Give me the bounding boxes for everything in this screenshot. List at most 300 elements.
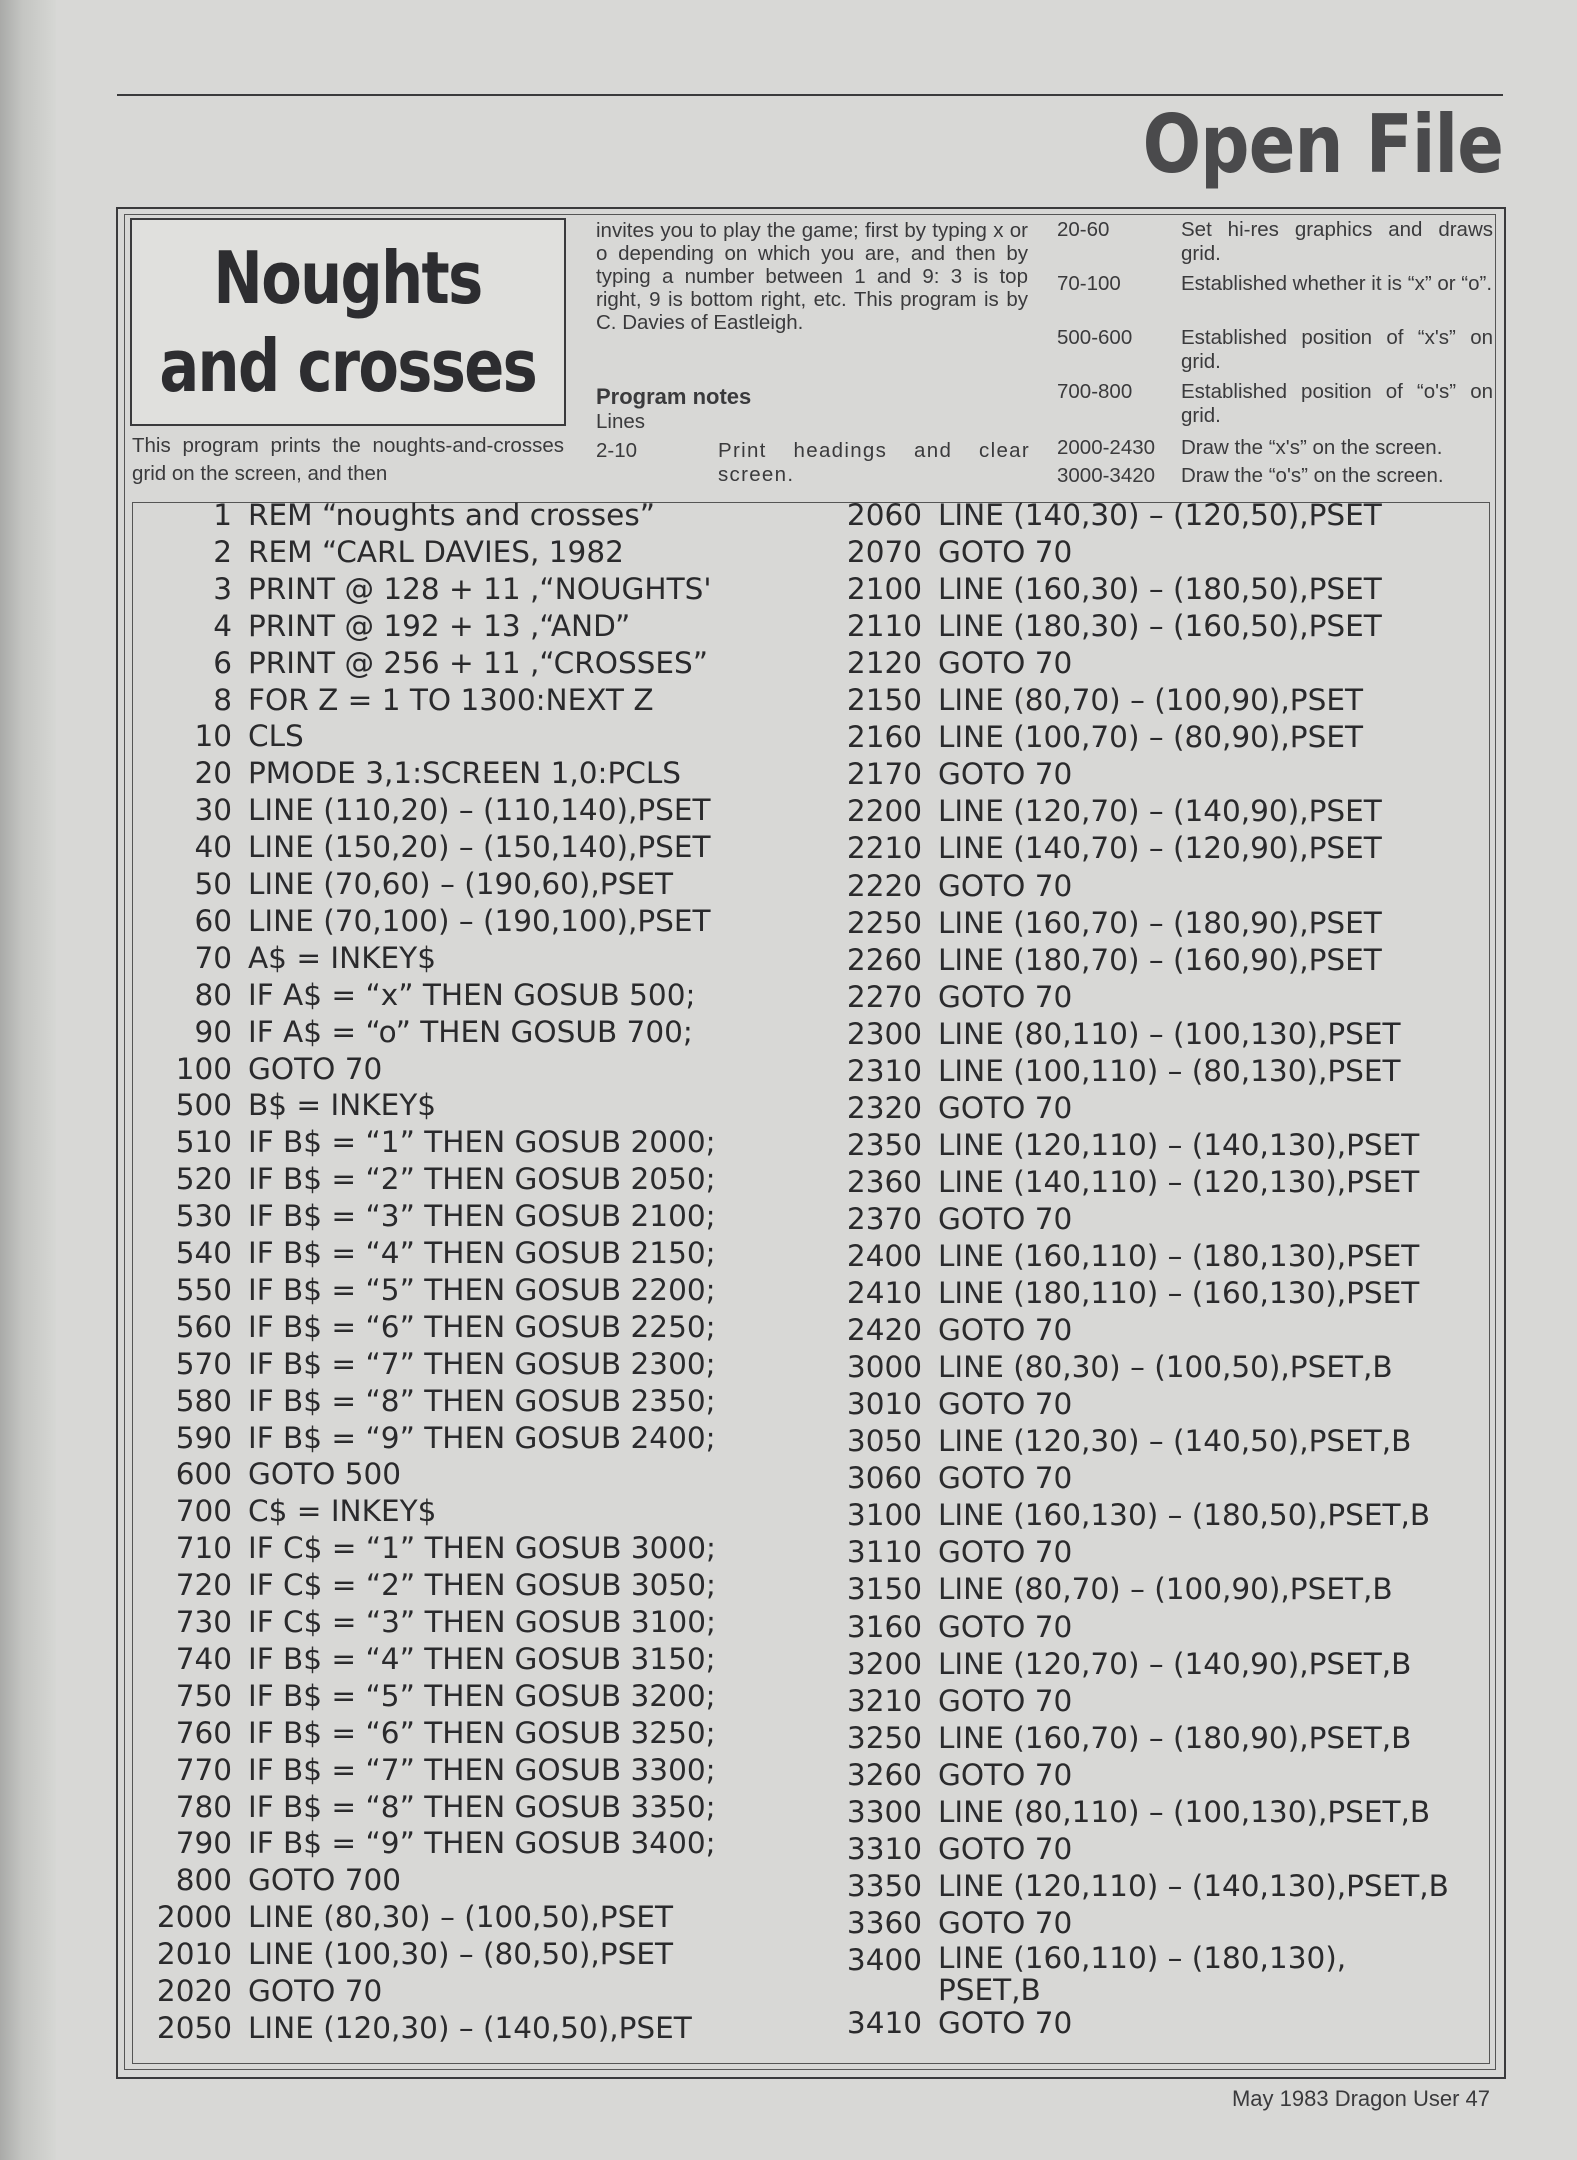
code-statement [938, 1571, 1393, 1608]
code-statement-text: REM “CARL DAVIES, 1982 [248, 534, 624, 569]
code-line [842, 1423, 1411, 1460]
code-statement-text: LINE (80,70) – (100,90),PSET [938, 683, 1363, 718]
code-statement [938, 793, 1382, 830]
code-statement-text: LINE (110,20) – (110,140),PSET [248, 793, 711, 828]
code-statement-text: LINE (120,110) – (140,130),PSET,B [938, 1868, 1449, 1903]
code-statement [248, 1346, 716, 1383]
intro-text: This program prints the noughts-and-crosses grid on the screen, and then [132, 434, 564, 485]
code-statement-text: LINE (70,100) – (190,100),PSET [248, 903, 711, 938]
code-line [140, 1014, 693, 1051]
code-statement [248, 645, 708, 682]
code-statement-text: GOTO 70 [938, 1461, 1073, 1496]
code-line [140, 792, 711, 829]
line-number: 2120 [846, 646, 922, 681]
code-line [140, 1383, 716, 1420]
code-line [842, 756, 1072, 793]
code-line [842, 1720, 1411, 1757]
line-number: 2210 [846, 831, 922, 866]
code-statement-text: LINE (180,110) – (160,130),PSET [938, 1276, 1420, 1311]
code-statement [248, 1087, 436, 1124]
code-statement [938, 1423, 1411, 1460]
line-number: 3160 [846, 1609, 922, 1644]
code-line [842, 793, 1382, 830]
line-number: 3000 [846, 1350, 922, 1385]
code-statement [938, 1164, 1419, 1201]
code-line [842, 534, 1072, 571]
code-statement-text: IF B$ = “9” THEN GOSUB 2400; [248, 1420, 716, 1455]
code-statement [938, 830, 1382, 867]
article-title-box [130, 218, 566, 426]
code-statement [938, 1016, 1401, 1053]
code-statement-text: B$ = INKEY$ [248, 1088, 437, 1123]
program-note-text: Draw the “o's” on the screen. [1181, 464, 1444, 487]
code-statement [938, 905, 1382, 942]
code-statement-text: IF C$ = “3” THEN GOSUB 3100; [248, 1605, 716, 1639]
line-number: 50 [194, 867, 232, 901]
code-statement [938, 1053, 1401, 1090]
code-line [140, 1862, 401, 1899]
code-statement [248, 903, 711, 940]
code-statement-text: GOTO 70 [938, 757, 1073, 792]
code-statement [248, 1936, 673, 1973]
code-statement [938, 1534, 1072, 1571]
line-number: 590 [175, 1420, 232, 1455]
line-number: 100 [175, 1051, 232, 1086]
section-title: Open File [1142, 98, 1503, 191]
code-statement [248, 1383, 716, 1420]
code-statement-text: GOTO 500 [248, 1457, 402, 1492]
line-number: 3310 [846, 1831, 922, 1866]
program-note-text: Draw the “x's” on the screen. [1181, 436, 1443, 459]
code-statement-text: LINE (70,60) – (190,60),PSET [248, 867, 673, 901]
line-number: 2420 [846, 1313, 922, 1348]
code-line [842, 1201, 1072, 1238]
code-statement-text: IF B$ = “5” THEN GOSUB 3200; [248, 1678, 716, 1713]
code-line [140, 1678, 716, 1715]
code-statement-text: LINE (160,70) – (180,90),PSET [938, 905, 1382, 940]
code-statement [248, 1530, 716, 1567]
code-statement [248, 940, 436, 977]
code-statement [248, 608, 630, 645]
code-statement-text: IF C$ = “1” THEN GOSUB 3000; [248, 1531, 716, 1566]
code-statement-text: GOTO 70 [938, 1535, 1073, 1570]
program-note-text: Set hi-res graphics and draws grid. [1181, 218, 1493, 265]
code-statement [938, 571, 1382, 608]
code-statement [938, 1609, 1072, 1646]
line-number: 3260 [846, 1757, 922, 1792]
line-number: 2360 [846, 1164, 922, 1199]
code-line [842, 1164, 1419, 1201]
code-statement [248, 1604, 716, 1641]
code-statement [938, 1127, 1419, 1164]
code-line [140, 1198, 716, 1235]
code-statement [938, 1349, 1393, 1386]
code-line [842, 868, 1072, 905]
code-line [140, 1235, 716, 1272]
line-number: 10 [194, 719, 232, 754]
code-statement-text: LINE (180,70) – (160,90),PSET [938, 942, 1382, 977]
code-statement-text: CLS [248, 719, 304, 754]
code-line [140, 755, 681, 792]
code-line [140, 977, 695, 1014]
line-number: 2010 [156, 1937, 232, 1972]
code-line [140, 571, 711, 608]
line-number: 2410 [846, 1276, 922, 1311]
program-note-lines: 3000-3420 [1057, 464, 1156, 487]
code-statement [938, 682, 1363, 719]
code-statement [938, 1831, 1072, 1868]
code-line [140, 1272, 716, 1309]
program-note-lines: 70-100 [1057, 272, 1121, 295]
line-number: 2370 [846, 1201, 922, 1236]
code-statement-text: GOTO 70 [938, 1201, 1073, 1236]
code-line [140, 1493, 436, 1530]
line-number: 510 [175, 1125, 232, 1160]
code-statement [248, 1235, 716, 1272]
code-statement-text: PRINT @ 256 + 11 ,“CROSSES” [248, 645, 709, 680]
code-statement [938, 1312, 1072, 1349]
line-number: 3300 [846, 1794, 922, 1829]
code-statement [248, 1567, 716, 1604]
code-line [140, 1161, 716, 1198]
code-line [140, 1604, 716, 1641]
code-line [842, 1534, 1072, 1571]
code-line [140, 1973, 382, 2010]
code-statement [938, 868, 1072, 905]
code-statement-text: GOTO 70 [938, 1387, 1073, 1422]
line-number: 2060 [846, 498, 922, 532]
code-statement [938, 1238, 1419, 1275]
line-number: 70 [194, 940, 232, 975]
code-statement-text: IF A$ = “o” THEN GOSUB 700; [248, 1014, 693, 1049]
code-line [140, 2010, 692, 2047]
code-line [140, 1936, 673, 1973]
code-statement-text: LINE (160,110) – (180,130), [938, 1940, 1347, 1975]
code-statement-text: IF B$ = “8” THEN GOSUB 3350; [248, 1789, 716, 1824]
code-statement [938, 645, 1072, 682]
code-line [842, 497, 1382, 534]
page-gutter-shadow [0, 0, 56, 2160]
code-statement-text: IF B$ = “7” THEN GOSUB 2300; [248, 1346, 716, 1381]
code-statement [248, 1752, 716, 1789]
code-statement [938, 756, 1072, 793]
code-line [140, 1530, 716, 1567]
line-number: 3050 [846, 1424, 922, 1459]
program-note-lines: 500-600 [1057, 326, 1133, 349]
program-note-lines: 2000-2430 [1057, 436, 1156, 459]
code-statement [938, 1942, 1346, 2006]
code-line [140, 718, 304, 755]
code-statement [248, 718, 304, 755]
code-statement-text: PRINT @ 192 + 13 ,“AND” [248, 608, 631, 643]
line-number: 3010 [846, 1387, 922, 1422]
program-note-text: Established position of “o's” on grid. [1181, 380, 1493, 427]
code-statement [938, 1201, 1072, 1238]
line-number: 4 [213, 608, 232, 643]
code-statement-text: GOTO 700 [248, 1863, 402, 1898]
line-number: 780 [175, 1789, 232, 1824]
code-statement-text: IF B$ = “4” THEN GOSUB 2150; [248, 1236, 716, 1270]
program-listing-left [140, 497, 830, 2065]
line-number: 2320 [846, 1090, 922, 1125]
line-number: 540 [175, 1236, 232, 1270]
line-number: 720 [175, 1568, 232, 1603]
code-statement [938, 719, 1363, 756]
code-line [842, 1497, 1430, 1534]
code-statement [248, 977, 695, 1014]
line-number: 3 [213, 571, 232, 606]
line-number: 2350 [846, 1127, 922, 1162]
program-note-lines: 700-800 [1057, 380, 1133, 403]
code-statement [938, 1720, 1411, 1757]
code-line [140, 1051, 382, 1088]
code-line [842, 1016, 1401, 1053]
line-number: 760 [175, 1715, 232, 1750]
line-number: 500 [175, 1088, 232, 1123]
code-statement-text: LINE (120,70) – (140,90),PSET [938, 794, 1382, 829]
article-title-line1: Noughts [213, 236, 483, 320]
code-statement [248, 1198, 716, 1235]
program-note-lines: 20-60 [1057, 218, 1110, 241]
code-line [140, 1124, 716, 1161]
code-statement [248, 1161, 716, 1198]
line-number: 790 [175, 1826, 232, 1861]
code-statement-text: LINE (180,30) – (160,50),PSET [938, 609, 1382, 644]
code-line [140, 1567, 716, 1604]
code-statement-text: IF B$ = “8” THEN GOSUB 2350; [248, 1383, 716, 1418]
line-number: 750 [175, 1678, 232, 1713]
code-line [140, 1899, 673, 1936]
code-statement-text: GOTO 70 [938, 1090, 1073, 1125]
code-line [140, 866, 673, 903]
code-statement-text: LINE (100,30) – (80,50),PSET [248, 1937, 673, 1972]
line-number: 2170 [846, 757, 922, 792]
code-line [140, 608, 630, 645]
code-line [140, 1752, 716, 1789]
code-line [842, 1571, 1393, 1608]
code-line [140, 1456, 401, 1493]
line-number: 2100 [846, 572, 922, 607]
code-statement-text: IF B$ = “9” THEN GOSUB 3400; [248, 1826, 716, 1861]
code-statement [938, 497, 1382, 534]
line-number: 730 [175, 1605, 232, 1639]
code-line [842, 1683, 1072, 1720]
code-statement-text: LINE (160,110) – (180,130),PSET [938, 1239, 1420, 1273]
code-statement-text: LINE (80,70) – (100,90),PSET,B [938, 1572, 1393, 1607]
program-note-text: Established whether it is “x” or “o”. [1181, 272, 1493, 295]
line-number: 800 [175, 1863, 232, 1898]
code-statement-text: IF B$ = “5” THEN GOSUB 2200; [248, 1272, 716, 1307]
code-line [140, 1789, 716, 1826]
code-statement [248, 1973, 382, 2010]
code-line [140, 682, 654, 719]
code-line [842, 1127, 1419, 1164]
code-line [140, 1641, 716, 1678]
line-number: 3150 [846, 1572, 922, 1607]
code-statement [938, 608, 1382, 645]
line-number: 3350 [846, 1868, 922, 1903]
line-number: 700 [175, 1494, 232, 1529]
line-number: 530 [175, 1199, 232, 1234]
line-number: 80 [194, 977, 232, 1012]
code-statement [248, 1456, 401, 1493]
line-number: 2270 [846, 979, 922, 1014]
line-number: 2000 [156, 1900, 232, 1935]
code-statement-text: LINE (80,30) – (100,50),PSET,B [938, 1350, 1393, 1385]
code-statement-text: GOTO 70 [938, 979, 1073, 1014]
line-number: 60 [194, 903, 232, 938]
line-number: 770 [175, 1752, 232, 1787]
code-statement-text: GOTO 70 [938, 868, 1073, 903]
line-number: 3060 [846, 1461, 922, 1496]
code-statement [248, 534, 624, 571]
line-number: 580 [175, 1383, 232, 1418]
code-line [842, 905, 1382, 942]
code-statement [248, 1420, 716, 1457]
code-statement [938, 2005, 1072, 2042]
code-line [140, 1825, 716, 1862]
line-number: 710 [175, 1531, 232, 1566]
code-statement-text: IF B$ = “2” THEN GOSUB 2050; [248, 1162, 716, 1197]
line-number: 570 [175, 1346, 232, 1381]
code-line [842, 1646, 1411, 1683]
code-line [140, 1309, 716, 1346]
line-number: 2150 [846, 683, 922, 718]
code-statement [938, 1646, 1411, 1683]
code-statement [248, 1272, 716, 1309]
code-statement [938, 1757, 1072, 1794]
code-statement [938, 534, 1072, 571]
code-line [842, 1757, 1072, 1794]
code-statement-text: PMODE 3,1:SCREEN 1,0:PCLS [248, 756, 681, 791]
code-statement [938, 1794, 1430, 1831]
code-statement-text: IF B$ = “6” THEN GOSUB 2250; [248, 1309, 716, 1344]
code-line [140, 903, 711, 940]
code-statement [938, 1090, 1072, 1127]
article-title-line2: and crosses [159, 324, 537, 408]
code-line [842, 1905, 1072, 1942]
code-line [842, 719, 1363, 756]
code-statement-text: LINE (80,30) – (100,50),PSET [248, 1900, 673, 1935]
code-line [842, 1831, 1072, 1868]
code-line [842, 645, 1072, 682]
code-line [140, 1087, 436, 1124]
code-statement-text: IF A$ = “x” THEN GOSUB 500; [248, 977, 696, 1012]
code-statement [248, 682, 654, 719]
line-number: 3200 [846, 1646, 922, 1681]
code-statement [938, 1868, 1449, 1905]
code-statement [938, 1905, 1072, 1942]
code-statement-text: IF C$ = “2” THEN GOSUB 3050; [248, 1568, 716, 1603]
code-statement-text: GOTO 70 [938, 646, 1073, 681]
code-statement-text: GOTO 70 [938, 2005, 1073, 2040]
line-number: 1 [213, 498, 232, 532]
code-statement-text: PRINT @ 128 + 11 ,“NOUGHTS' [248, 571, 712, 606]
code-statement [248, 1309, 716, 1346]
code-statement [248, 792, 711, 829]
line-number: 2050 [156, 2010, 232, 2045]
code-line [842, 1460, 1072, 1497]
code-statement [938, 1460, 1072, 1497]
code-statement-text: FOR Z = 1 TO 1300:NEXT Z [248, 682, 654, 717]
code-statement [248, 1641, 716, 1678]
code-statement-text: LINE (120,30) – (140,50),PSET,B [938, 1424, 1412, 1459]
code-line [842, 608, 1382, 645]
code-statement-text: IF B$ = “3” THEN GOSUB 2100; [248, 1199, 716, 1234]
code-line [842, 1942, 1346, 2006]
line-number: 30 [194, 793, 232, 828]
code-statement [248, 1014, 693, 1051]
line-number: 2300 [846, 1016, 922, 1051]
code-line [842, 1794, 1430, 1831]
line-number: 3250 [846, 1720, 922, 1755]
line-number: 6 [213, 645, 232, 680]
code-statement [248, 1862, 401, 1899]
code-line [842, 571, 1382, 608]
code-statement-text: REM “noughts and crosses” [248, 498, 655, 532]
line-number: 600 [175, 1457, 232, 1492]
code-line [842, 1312, 1072, 1349]
code-line [140, 534, 624, 571]
line-number: 2110 [846, 609, 922, 644]
line-number: 550 [175, 1272, 232, 1307]
line-number: 2160 [846, 720, 922, 755]
code-statement-text: IF B$ = “1” THEN GOSUB 2000; [248, 1125, 716, 1160]
code-line [842, 1238, 1419, 1275]
code-statement [248, 497, 655, 534]
header-rule [117, 94, 1503, 96]
code-statement [248, 1493, 436, 1530]
code-statement-text: LINE (100,70) – (80,90),PSET [938, 720, 1363, 755]
code-statement-text: LINE (120,110) – (140,130),PSET [938, 1127, 1420, 1162]
program-note-text: Print headings and clear screen. [718, 439, 1030, 486]
line-number: 2310 [846, 1053, 922, 1088]
code-line [140, 940, 436, 977]
line-number: 3100 [846, 1498, 922, 1533]
line-number: 8 [213, 682, 232, 717]
code-statement-text: GOTO 70 [248, 1051, 383, 1086]
code-statement-text: IF B$ = “4” THEN GOSUB 3150; [248, 1641, 716, 1676]
code-line [140, 1715, 716, 1752]
code-line [842, 830, 1382, 867]
code-line [842, 1868, 1449, 1905]
line-number: 2400 [846, 1239, 922, 1273]
line-number: 3360 [846, 1905, 922, 1940]
code-statement-text: LINE (80,110) – (100,130),PSET [938, 1016, 1401, 1051]
code-statement-text: LINE (150,20) – (150,140),PSET [248, 830, 711, 865]
code-statement-continuation: PSET,B [938, 1972, 1041, 2007]
code-statement [248, 1715, 716, 1752]
code-statement [248, 1825, 716, 1862]
code-statement [938, 1275, 1419, 1312]
line-number: 90 [194, 1014, 232, 1049]
code-statement-text: LINE (140,30) – (120,50),PSET [938, 498, 1382, 532]
line-number: 2020 [156, 1974, 232, 2008]
program-note-lines: 2-10 [596, 439, 638, 462]
code-statement-text: LINE (100,110) – (80,130),PSET [938, 1053, 1401, 1088]
code-line [140, 829, 711, 866]
code-statement [938, 1683, 1072, 1720]
code-statement-text: C$ = INKEY$ [248, 1494, 437, 1529]
code-statement-text: LINE (160,30) – (180,50),PSET [938, 572, 1382, 607]
code-line [842, 1609, 1072, 1646]
code-line [842, 942, 1382, 979]
code-statement [248, 2010, 692, 2047]
code-line [842, 1090, 1072, 1127]
code-statement [938, 1497, 1430, 1534]
code-statement-text: LINE (80,110) – (100,130),PSET,B [938, 1794, 1431, 1829]
code-statement-text: GOTO 70 [938, 1609, 1073, 1644]
